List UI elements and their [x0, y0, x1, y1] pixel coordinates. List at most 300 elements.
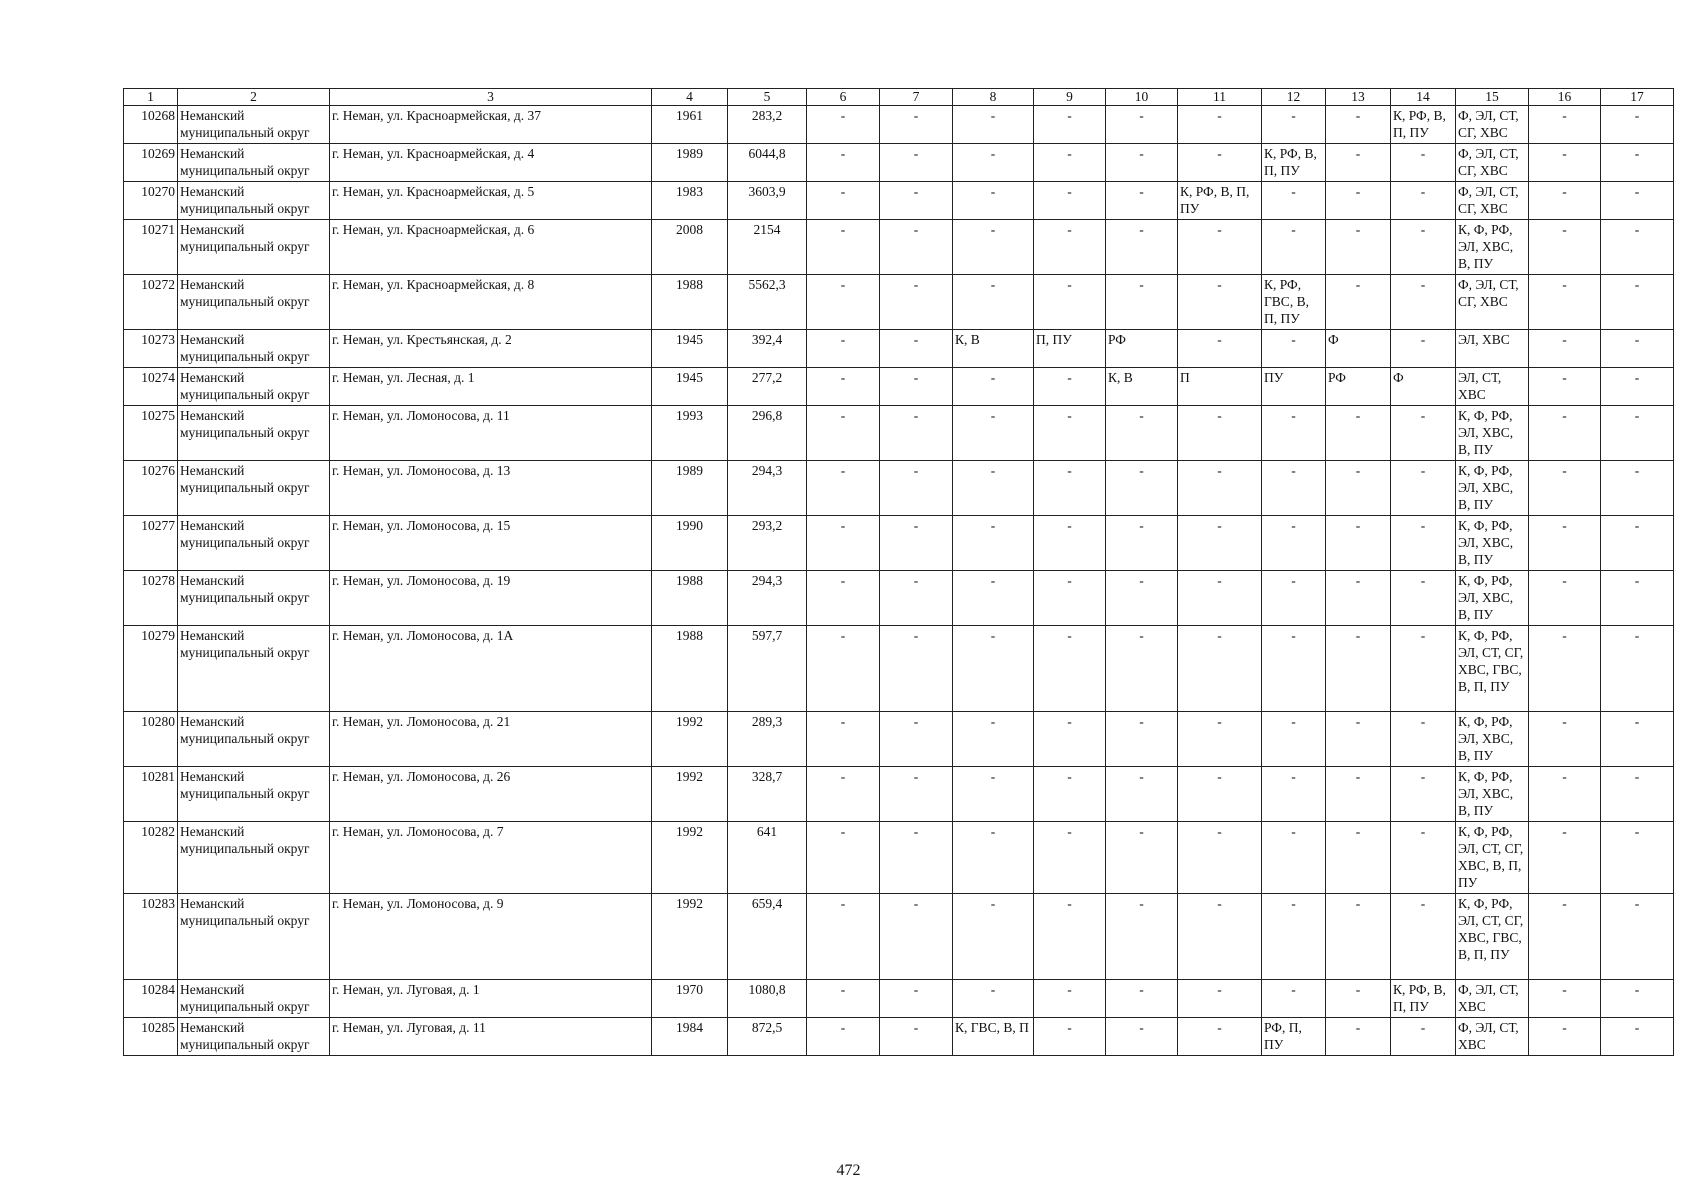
- table-cell-col-3: г. Неман, ул. Ломоносова, д. 7: [330, 822, 652, 894]
- table-cell-col-4: 1988: [652, 571, 728, 626]
- table-cell-col-5: 5562,3: [728, 275, 807, 330]
- table-cell-col-13: -: [1326, 144, 1391, 182]
- table-cell-col-2: Неманский муниципальный округ: [178, 182, 330, 220]
- table-cell-col-6: -: [807, 330, 880, 368]
- table-cell-col-10: -: [1106, 516, 1178, 571]
- table-cell-col-17: -: [1601, 144, 1674, 182]
- table-cell-col-4: 1988: [652, 626, 728, 712]
- table-body: [124, 106, 1674, 1056]
- table-cell-col-13: -: [1326, 822, 1391, 894]
- table-cell-col-3: г. Неман, ул. Луговая, д. 1: [330, 980, 652, 1018]
- table-cell-col-11: К, РФ, В, П, ПУ: [1178, 182, 1262, 220]
- table-cell-col-6: -: [807, 220, 880, 275]
- table-cell-col-1: 10281: [124, 767, 178, 822]
- table-cell-col-9: -: [1034, 1018, 1106, 1056]
- table-cell-col-3: г. Неман, ул. Ломоносова, д. 9: [330, 894, 652, 980]
- table-cell-col-9: -: [1034, 368, 1106, 406]
- table-cell-col-17: -: [1601, 1018, 1674, 1056]
- table-cell-col-10: -: [1106, 144, 1178, 182]
- table-cell-col-8: -: [953, 275, 1034, 330]
- table-cell-col-6: -: [807, 275, 880, 330]
- table-cell-col-12: -: [1262, 571, 1326, 626]
- table-cell-col-17: -: [1601, 368, 1674, 406]
- table-cell-col-12: -: [1262, 220, 1326, 275]
- table-cell-col-12: -: [1262, 894, 1326, 980]
- table-cell-col-2: Неманский муниципальный округ: [178, 980, 330, 1018]
- table-cell-col-9: -: [1034, 275, 1106, 330]
- column-header-7: 7: [880, 89, 953, 106]
- table-cell-col-9: -: [1034, 182, 1106, 220]
- table-cell-col-17: -: [1601, 275, 1674, 330]
- table-cell-col-16: -: [1529, 182, 1601, 220]
- table-cell-col-11: П: [1178, 368, 1262, 406]
- table-cell-col-16: -: [1529, 406, 1601, 461]
- table-cell-col-10: -: [1106, 571, 1178, 626]
- table-cell-col-5: 3603,9: [728, 182, 807, 220]
- table-cell-col-10: -: [1106, 406, 1178, 461]
- table-cell-col-9: -: [1034, 626, 1106, 712]
- column-header-6: 6: [807, 89, 880, 106]
- table-cell-col-1: 10272: [124, 275, 178, 330]
- table-row: [124, 106, 1674, 144]
- table-row: [124, 712, 1674, 767]
- table-cell-col-17: -: [1601, 822, 1674, 894]
- column-header-13: 13: [1326, 89, 1391, 106]
- table-cell-col-11: -: [1178, 626, 1262, 712]
- column-header-16: 16: [1529, 89, 1601, 106]
- table-cell-col-14: -: [1391, 516, 1456, 571]
- table-row: [124, 461, 1674, 516]
- table-cell-col-13: -: [1326, 712, 1391, 767]
- table-cell-col-4: 1988: [652, 275, 728, 330]
- table-cell-col-8: К, В: [953, 330, 1034, 368]
- table-cell-col-17: -: [1601, 767, 1674, 822]
- table-cell-col-8: -: [953, 220, 1034, 275]
- table-cell-col-11: -: [1178, 571, 1262, 626]
- table-cell-col-13: -: [1326, 406, 1391, 461]
- table-cell-col-9: -: [1034, 712, 1106, 767]
- table-cell-col-14: -: [1391, 767, 1456, 822]
- table-cell-col-14: -: [1391, 330, 1456, 368]
- table-cell-col-7: -: [880, 182, 953, 220]
- table-cell-col-14: -: [1391, 461, 1456, 516]
- table-cell-col-14: -: [1391, 571, 1456, 626]
- table-cell-col-9: -: [1034, 406, 1106, 461]
- table-cell-col-5: 294,3: [728, 461, 807, 516]
- table-cell-col-4: 1992: [652, 822, 728, 894]
- table-cell-col-8: -: [953, 626, 1034, 712]
- table-cell-col-3: г. Неман, ул. Ломоносова, д. 1А: [330, 626, 652, 712]
- table-cell-col-9: -: [1034, 894, 1106, 980]
- table-cell-col-1: 10269: [124, 144, 178, 182]
- column-header-2: 2: [178, 89, 330, 106]
- table-cell-col-8: -: [953, 461, 1034, 516]
- table-cell-col-2: Неманский муниципальный округ: [178, 894, 330, 980]
- column-header-12: 12: [1262, 89, 1326, 106]
- column-header-1: 1: [124, 89, 178, 106]
- table-cell-col-4: 1945: [652, 330, 728, 368]
- column-header-14: 14: [1391, 89, 1456, 106]
- table-cell-col-6: -: [807, 712, 880, 767]
- table-cell-col-9: -: [1034, 980, 1106, 1018]
- table-cell-col-14: -: [1391, 712, 1456, 767]
- table-cell-col-3: г. Неман, ул. Ломоносова, д. 21: [330, 712, 652, 767]
- table-row: [124, 144, 1674, 182]
- table-cell-col-9: -: [1034, 571, 1106, 626]
- table-cell-col-2: Неманский муниципальный округ: [178, 626, 330, 712]
- table-cell-col-7: -: [880, 406, 953, 461]
- table-cell-col-16: -: [1529, 330, 1601, 368]
- table-cell-col-16: -: [1529, 626, 1601, 712]
- table-cell-col-6: -: [807, 516, 880, 571]
- column-header-4: 4: [652, 89, 728, 106]
- table-cell-col-11: -: [1178, 220, 1262, 275]
- table-cell-col-15: К, Ф, РФ, ЭЛ, ХВС, В, ПУ: [1456, 516, 1529, 571]
- table-cell-col-15: К, Ф, РФ, ЭЛ, ХВС, В, ПУ: [1456, 712, 1529, 767]
- table-cell-col-12: -: [1262, 980, 1326, 1018]
- table-cell-col-1: 10273: [124, 330, 178, 368]
- column-header-9: 9: [1034, 89, 1106, 106]
- column-header-10: 10: [1106, 89, 1178, 106]
- table-cell-col-2: Неманский муниципальный округ: [178, 516, 330, 571]
- table-cell-col-16: -: [1529, 712, 1601, 767]
- table-row: [124, 980, 1674, 1018]
- table-cell-col-14: -: [1391, 822, 1456, 894]
- table-cell-col-2: Неманский муниципальный округ: [178, 461, 330, 516]
- table-cell-col-6: -: [807, 571, 880, 626]
- table-cell-col-13: РФ: [1326, 368, 1391, 406]
- table-row: [124, 516, 1674, 571]
- table-row: [124, 182, 1674, 220]
- table-cell-col-3: г. Неман, ул. Ломоносова, д. 11: [330, 406, 652, 461]
- table-cell-col-2: Неманский муниципальный округ: [178, 106, 330, 144]
- table-cell-col-4: 1945: [652, 368, 728, 406]
- table-cell-col-7: -: [880, 516, 953, 571]
- table-cell-col-9: -: [1034, 220, 1106, 275]
- table-cell-col-5: 296,8: [728, 406, 807, 461]
- table-cell-col-5: 659,4: [728, 894, 807, 980]
- table-cell-col-6: -: [807, 106, 880, 144]
- table-cell-col-4: 1984: [652, 1018, 728, 1056]
- table-cell-col-17: -: [1601, 626, 1674, 712]
- table-cell-col-4: 1992: [652, 894, 728, 980]
- page-number: 472: [836, 1162, 861, 1179]
- table-row: [124, 368, 1674, 406]
- table-cell-col-16: -: [1529, 571, 1601, 626]
- table-cell-col-13: -: [1326, 767, 1391, 822]
- table-cell-col-16: -: [1529, 822, 1601, 894]
- table-cell-col-17: -: [1601, 516, 1674, 571]
- table-cell-col-9: -: [1034, 516, 1106, 571]
- column-header-11: 11: [1178, 89, 1262, 106]
- table-cell-col-7: -: [880, 461, 953, 516]
- table-cell-col-1: 10274: [124, 368, 178, 406]
- table-row: [124, 1018, 1674, 1056]
- table-cell-col-7: -: [880, 822, 953, 894]
- table-cell-col-5: 392,4: [728, 330, 807, 368]
- table-cell-col-12: К, РФ, ГВС, В, П, ПУ: [1262, 275, 1326, 330]
- table-row: [124, 275, 1674, 330]
- table-cell-col-8: -: [953, 406, 1034, 461]
- table-cell-col-6: -: [807, 1018, 880, 1056]
- table-cell-col-17: -: [1601, 106, 1674, 144]
- table-cell-col-17: -: [1601, 330, 1674, 368]
- table-cell-col-1: 10284: [124, 980, 178, 1018]
- table-cell-col-4: 1970: [652, 980, 728, 1018]
- column-header-15: 15: [1456, 89, 1529, 106]
- table-cell-col-1: 10276: [124, 461, 178, 516]
- table-cell-col-7: -: [880, 330, 953, 368]
- table-cell-col-1: 10282: [124, 822, 178, 894]
- table-cell-col-7: -: [880, 220, 953, 275]
- table-cell-col-13: -: [1326, 275, 1391, 330]
- table-cell-col-3: г. Неман, ул. Луговая, д. 11: [330, 1018, 652, 1056]
- table-cell-col-15: Ф, ЭЛ, СТ, ХВС: [1456, 980, 1529, 1018]
- table-cell-col-1: 10280: [124, 712, 178, 767]
- table-cell-col-2: Неманский муниципальный округ: [178, 822, 330, 894]
- table-row: [124, 767, 1674, 822]
- table-cell-col-13: Ф: [1326, 330, 1391, 368]
- table-cell-col-7: -: [880, 275, 953, 330]
- table-cell-col-11: -: [1178, 712, 1262, 767]
- table-cell-col-7: -: [880, 1018, 953, 1056]
- table-cell-col-2: Неманский муниципальный округ: [178, 144, 330, 182]
- table-cell-col-2: Неманский муниципальный округ: [178, 330, 330, 368]
- table-row: [124, 330, 1674, 368]
- table-cell-col-10: -: [1106, 220, 1178, 275]
- table-cell-col-12: РФ, П, ПУ: [1262, 1018, 1326, 1056]
- table-cell-col-5: 6044,8: [728, 144, 807, 182]
- table-cell-col-8: -: [953, 368, 1034, 406]
- table-cell-col-7: -: [880, 106, 953, 144]
- table-cell-col-16: -: [1529, 1018, 1601, 1056]
- table-cell-col-9: -: [1034, 461, 1106, 516]
- table-cell-col-13: -: [1326, 516, 1391, 571]
- table-cell-col-9: -: [1034, 106, 1106, 144]
- table-cell-col-13: -: [1326, 894, 1391, 980]
- table-cell-col-4: 1993: [652, 406, 728, 461]
- table-cell-col-7: -: [880, 894, 953, 980]
- table-cell-col-10: -: [1106, 712, 1178, 767]
- table-cell-col-9: -: [1034, 822, 1106, 894]
- table-cell-col-8: -: [953, 712, 1034, 767]
- table-cell-col-6: -: [807, 894, 880, 980]
- table-cell-col-2: Неманский муниципальный округ: [178, 767, 330, 822]
- table-cell-col-8: -: [953, 144, 1034, 182]
- table-cell-col-6: -: [807, 626, 880, 712]
- table-cell-col-3: г. Неман, ул. Красноармейская, д. 8: [330, 275, 652, 330]
- table-cell-col-3: г. Неман, ул. Красноармейская, д. 37: [330, 106, 652, 144]
- table-cell-col-15: ЭЛ, ХВС: [1456, 330, 1529, 368]
- table-cell-col-12: -: [1262, 330, 1326, 368]
- table-cell-col-10: -: [1106, 275, 1178, 330]
- table-cell-col-5: 328,7: [728, 767, 807, 822]
- table-cell-col-16: -: [1529, 106, 1601, 144]
- table-cell-col-4: 1983: [652, 182, 728, 220]
- table-cell-col-6: -: [807, 822, 880, 894]
- table-cell-col-1: 10279: [124, 626, 178, 712]
- table-cell-col-3: г. Неман, ул. Ломоносова, д. 15: [330, 516, 652, 571]
- column-header-17: 17: [1601, 89, 1674, 106]
- table-cell-col-14: -: [1391, 182, 1456, 220]
- table-cell-col-6: -: [807, 144, 880, 182]
- table-cell-col-17: -: [1601, 980, 1674, 1018]
- table-cell-col-1: 10271: [124, 220, 178, 275]
- table-cell-col-8: -: [953, 822, 1034, 894]
- table-cell-col-15: Ф, ЭЛ, СТ, СГ, ХВС: [1456, 182, 1529, 220]
- table-cell-col-11: -: [1178, 275, 1262, 330]
- table-cell-col-4: 1990: [652, 516, 728, 571]
- table-cell-col-5: 277,2: [728, 368, 807, 406]
- table-cell-col-12: -: [1262, 516, 1326, 571]
- table-cell-col-5: 294,3: [728, 571, 807, 626]
- table-cell-col-14: -: [1391, 894, 1456, 980]
- table-cell-col-10: -: [1106, 822, 1178, 894]
- table-cell-col-7: -: [880, 571, 953, 626]
- table-cell-col-11: -: [1178, 980, 1262, 1018]
- table-cell-col-2: Неманский муниципальный округ: [178, 1018, 330, 1056]
- table-cell-col-10: -: [1106, 461, 1178, 516]
- table-cell-col-3: г. Неман, ул. Красноармейская, д. 4: [330, 144, 652, 182]
- table-cell-col-9: -: [1034, 767, 1106, 822]
- header-row: [124, 89, 1674, 106]
- table-cell-col-10: РФ: [1106, 330, 1178, 368]
- table-cell-col-15: К, Ф, РФ, ЭЛ, СТ, СГ, ХВС, ГВС, В, П, ПУ: [1456, 626, 1529, 712]
- table-cell-col-14: -: [1391, 220, 1456, 275]
- table-cell-col-10: К, В: [1106, 368, 1178, 406]
- table-cell-col-7: -: [880, 712, 953, 767]
- table-cell-col-4: 1961: [652, 106, 728, 144]
- table-cell-col-11: -: [1178, 1018, 1262, 1056]
- table-cell-col-10: -: [1106, 980, 1178, 1018]
- table-cell-col-3: г. Неман, ул. Красноармейская, д. 6: [330, 220, 652, 275]
- table-cell-col-6: -: [807, 368, 880, 406]
- table-cell-col-5: 293,2: [728, 516, 807, 571]
- table-cell-col-15: К, Ф, РФ, ЭЛ, ХВС, В, ПУ: [1456, 406, 1529, 461]
- table-cell-col-3: г. Неман, ул. Ломоносова, д. 26: [330, 767, 652, 822]
- table-cell-col-8: -: [953, 571, 1034, 626]
- table-cell-col-1: 10270: [124, 182, 178, 220]
- table-cell-col-11: -: [1178, 461, 1262, 516]
- table-cell-col-11: -: [1178, 330, 1262, 368]
- table-cell-col-5: 872,5: [728, 1018, 807, 1056]
- table-cell-col-4: 2008: [652, 220, 728, 275]
- table-cell-col-14: -: [1391, 144, 1456, 182]
- table-cell-col-13: -: [1326, 980, 1391, 1018]
- table-cell-col-15: Ф, ЭЛ, СТ, СГ, ХВС: [1456, 144, 1529, 182]
- table-row: [124, 822, 1674, 894]
- table-cell-col-5: 597,7: [728, 626, 807, 712]
- table-cell-col-10: -: [1106, 626, 1178, 712]
- table-cell-col-16: -: [1529, 220, 1601, 275]
- table-cell-col-11: -: [1178, 516, 1262, 571]
- table-cell-col-14: -: [1391, 626, 1456, 712]
- table-cell-col-16: -: [1529, 767, 1601, 822]
- table-cell-col-15: К, Ф, РФ, ЭЛ, ХВС, В, ПУ: [1456, 767, 1529, 822]
- table-cell-col-4: 1992: [652, 712, 728, 767]
- table-cell-col-14: К, РФ, В, П, ПУ: [1391, 106, 1456, 144]
- table-cell-col-17: -: [1601, 182, 1674, 220]
- table-cell-col-16: -: [1529, 894, 1601, 980]
- table-cell-col-15: Ф, ЭЛ, СТ, СГ, ХВС: [1456, 106, 1529, 144]
- table-cell-col-7: -: [880, 980, 953, 1018]
- table-cell-col-17: -: [1601, 894, 1674, 980]
- table-cell-col-15: К, Ф, РФ, ЭЛ, СТ, СГ, ХВС, В, П, ПУ: [1456, 822, 1529, 894]
- table-cell-col-6: -: [807, 767, 880, 822]
- table-cell-col-10: -: [1106, 894, 1178, 980]
- table-cell-col-2: Неманский муниципальный округ: [178, 220, 330, 275]
- table-cell-col-1: 10278: [124, 571, 178, 626]
- table-cell-col-5: 289,3: [728, 712, 807, 767]
- table-cell-col-2: Неманский муниципальный округ: [178, 368, 330, 406]
- table-cell-col-15: К, Ф, РФ, ЭЛ, ХВС, В, ПУ: [1456, 220, 1529, 275]
- table-cell-col-7: -: [880, 767, 953, 822]
- table-row: [124, 894, 1674, 980]
- table-cell-col-13: -: [1326, 571, 1391, 626]
- table-cell-col-15: Ф, ЭЛ, СТ, СГ, ХВС: [1456, 275, 1529, 330]
- table-cell-col-16: -: [1529, 516, 1601, 571]
- table-cell-col-11: -: [1178, 767, 1262, 822]
- table-cell-col-3: г. Неман, ул. Ломоносова, д. 13: [330, 461, 652, 516]
- table-cell-col-5: 641: [728, 822, 807, 894]
- table-cell-col-17: -: [1601, 571, 1674, 626]
- table-cell-col-15: Ф, ЭЛ, СТ, ХВС: [1456, 1018, 1529, 1056]
- table-cell-col-8: -: [953, 980, 1034, 1018]
- table-cell-col-14: К, РФ, В, П, ПУ: [1391, 980, 1456, 1018]
- table-row: [124, 626, 1674, 712]
- table-cell-col-14: Ф: [1391, 368, 1456, 406]
- table-cell-col-17: -: [1601, 712, 1674, 767]
- table-cell-col-5: 1080,8: [728, 980, 807, 1018]
- table-cell-col-4: 1989: [652, 461, 728, 516]
- table-cell-col-8: -: [953, 182, 1034, 220]
- table-cell-col-10: -: [1106, 767, 1178, 822]
- table-cell-col-1: 10285: [124, 1018, 178, 1056]
- table-cell-col-5: 283,2: [728, 106, 807, 144]
- table-cell-col-3: г. Неман, ул. Ломоносова, д. 19: [330, 571, 652, 626]
- table-cell-col-12: -: [1262, 767, 1326, 822]
- table-cell-col-8: -: [953, 516, 1034, 571]
- table-cell-col-6: -: [807, 980, 880, 1018]
- table-cell-col-3: г. Неман, ул. Крестьянская, д. 2: [330, 330, 652, 368]
- table-cell-col-10: -: [1106, 1018, 1178, 1056]
- table-cell-col-3: г. Неман, ул. Лесная, д. 1: [330, 368, 652, 406]
- table-cell-col-7: -: [880, 626, 953, 712]
- table-cell-col-10: -: [1106, 182, 1178, 220]
- table-cell-col-17: -: [1601, 220, 1674, 275]
- table-cell-col-1: 10275: [124, 406, 178, 461]
- table-cell-col-13: -: [1326, 220, 1391, 275]
- table-cell-col-11: -: [1178, 144, 1262, 182]
- table-cell-col-1: 10277: [124, 516, 178, 571]
- table-cell-col-13: -: [1326, 461, 1391, 516]
- table-row: [124, 220, 1674, 275]
- table-cell-col-13: -: [1326, 182, 1391, 220]
- table-cell-col-15: К, Ф, РФ, ЭЛ, СТ, СГ, ХВС, ГВС, В, П, ПУ: [1456, 894, 1529, 980]
- column-header-5: 5: [728, 89, 807, 106]
- table-cell-col-13: -: [1326, 1018, 1391, 1056]
- table-cell-col-6: -: [807, 406, 880, 461]
- column-header-3: 3: [330, 89, 652, 106]
- table-cell-col-12: ПУ: [1262, 368, 1326, 406]
- table-cell-col-11: -: [1178, 894, 1262, 980]
- table-cell-col-11: -: [1178, 822, 1262, 894]
- table-cell-col-1: 10283: [124, 894, 178, 980]
- table-cell-col-13: -: [1326, 106, 1391, 144]
- table-cell-col-16: -: [1529, 461, 1601, 516]
- table-cell-col-16: -: [1529, 368, 1601, 406]
- table-cell-col-8: -: [953, 106, 1034, 144]
